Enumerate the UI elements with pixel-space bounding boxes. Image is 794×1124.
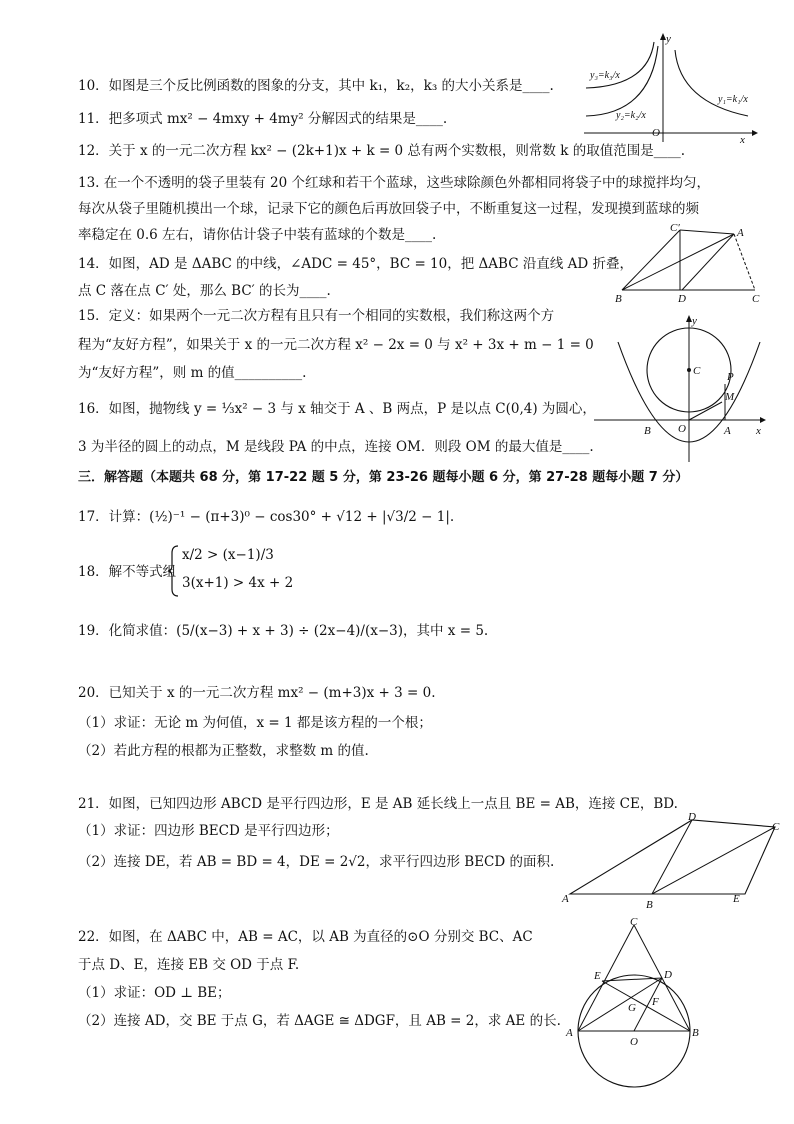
- label-b: B: [615, 293, 622, 305]
- center-c-dot: [687, 368, 691, 372]
- question-22-line-2: 于点 D、E，连接 EB 交 OD 于点 F.: [78, 957, 300, 973]
- question-12: 12．关于 x 的一元二次方程 kx² − (2k+1)x + k = 0 总有两个实数根，则常数 k 的取值范围是____.: [78, 143, 685, 159]
- label-d: D: [688, 811, 696, 823]
- curve-y1: [675, 50, 748, 116]
- label-m: M: [725, 391, 735, 403]
- figure-q22-circle: [562, 915, 712, 1090]
- question-13-line-2: 每次从袋子里随机摸出一个球，记录下它的颜色后再放回袋子中，不断重复这一过程，发现摸到蓝球的频: [78, 201, 699, 217]
- question-13-line-3: 率稳定在 0.6 左右，请你估计袋子中装有蓝球的个数是____.: [78, 227, 437, 243]
- label-o: O: [678, 423, 686, 435]
- question-21-part-2: （2）连接 DE，若 AB = BD = 4，DE = 2√2，求平行四边形 BECD 的面积.: [78, 854, 555, 870]
- label-p: P: [727, 371, 734, 383]
- segment-ba: [622, 234, 734, 290]
- label-cprime: C′: [670, 222, 680, 234]
- segment-ac: [578, 925, 634, 1031]
- label-y: y: [666, 33, 671, 45]
- label-a: A: [737, 227, 744, 239]
- label-e: E: [594, 970, 601, 982]
- label-a: A: [566, 1027, 573, 1039]
- label-y3: y₃=k₃/x: [590, 70, 620, 81]
- segment-cpa: [680, 230, 734, 234]
- curve-y3: [586, 42, 654, 88]
- question-15-line-2: 程为“友好方程”，如果关于 x 的一元二次方程 x² − 2x = 0 与 x² + 3x + m − 1 = 0: [78, 337, 594, 353]
- label-y1: y₁=k₁/x: [718, 94, 748, 105]
- label-e: E: [733, 893, 740, 905]
- question-15-line-1: 15．定义：如果两个一元二次方程有且只有一个相同的实数根，我们称这两个方: [78, 308, 555, 324]
- segment-bcp: [622, 230, 680, 290]
- label-c: C: [693, 365, 701, 377]
- figure-q10-hyperbolas: [580, 30, 760, 145]
- label-y: y: [692, 315, 697, 327]
- question-20-part-2: （2）若此方程的根都为正整数，求整数 m 的值.: [78, 743, 369, 759]
- label-c: C: [752, 293, 760, 305]
- x-axis-arrow: [752, 130, 758, 136]
- curve-y2: [586, 46, 658, 116]
- question-20: 20．已知关于 x 的一元二次方程 mx² − (m+3)x + 3 = 0.: [78, 685, 436, 701]
- question-19: 19．化简求值：(5/(x−3) + x + 3) ÷ (2x−4)/(x−3)，其中 x = 5.: [78, 623, 489, 639]
- question-16-line-2: 3 为半径的圆上的动点，M 是线段 PA 的中点，连接 OM．则段 OM 的最大值是____.: [78, 439, 594, 455]
- label-a: A: [724, 425, 731, 437]
- segment-ac-dashed: [734, 234, 755, 290]
- label-y2: y₂=k₂/x: [616, 110, 646, 121]
- segment-da: [682, 234, 734, 290]
- question-22-part-2: （2）连接 AD，交 BE 于点 G，若 ΔAGE ≅ ΔDGF，且 AB = 2，求 AE 的长.: [78, 1013, 561, 1029]
- figure-q14-triangle: [612, 220, 767, 305]
- question-18-label: 18．解不等式组: [78, 564, 177, 580]
- question-22-line-1: 22．如图，在 ΔABC 中，AB = AC，以 AB 为直径的⊙O 分别交 BC、AC: [78, 929, 533, 945]
- question-16-line-1: 16．如图，抛物线 y = ⅓x² − 3 与 x 轴交于 A 、B 两点，P 是以点 C(0,4) 为圆心，: [78, 401, 596, 417]
- segment-om: [689, 402, 722, 420]
- label-f: F: [652, 996, 659, 1008]
- question-10: 10．如图是三个反比例函数的图象的分支，其中 k₁，k₂，k₃ 的大小关系是____.: [78, 78, 554, 94]
- label-b: B: [692, 1027, 699, 1039]
- label-x: x: [756, 425, 761, 437]
- label-a: A: [562, 893, 569, 905]
- question-21-part-1: （1）求证：四边形 BECD 是平行四边形；: [78, 823, 339, 839]
- label-o: O: [630, 1036, 638, 1048]
- label-d: D: [678, 293, 686, 305]
- x-axis-arrow: [760, 417, 766, 423]
- inequality-2: 3(x+1) > 4x + 2: [182, 575, 294, 591]
- question-11: 11．把多项式 mx² − 4mxy + 4my² 分解因式的结果是____.: [78, 111, 448, 127]
- question-21: 21．如图，已知四边形 ABCD 是平行四边形，E 是 AB 延长线上一点且 BE = AB，连接 CE，BD.: [78, 796, 678, 812]
- inequality-system: [168, 543, 294, 599]
- figure-q21-parallelogram: [560, 810, 790, 910]
- question-22-part-1: （1）求证：OD ⊥ BE；: [78, 985, 231, 1001]
- question-17: 17．计算：(½)⁻¹ − (π+3)⁰ − cos30° + √12 + |√3/2 − 1|.: [78, 509, 455, 525]
- question-14-line-1: 14．如图，AD 是 ΔABC 的中线，∠ADC = 45°，BC = 10，把 ΔABC 沿直线 AD 折叠，: [78, 256, 633, 272]
- label-c: C: [772, 821, 780, 833]
- question-14-line-2: 点 C 落在点 C′ 处，那么 BC′ 的长为____.: [78, 283, 331, 299]
- label-b: B: [644, 425, 651, 437]
- question-13-line-1: 13. 在一个不透明的袋子里装有 20 个红球和若干个蓝球，这些球除颜色外都相同将袋子中的球搅拌均匀，: [78, 175, 711, 191]
- label-g: G: [628, 1002, 636, 1014]
- section-3-heading: 三．解答题（本题共 68 分，第 17-22 题 5 分，第 23-26 题每小题 6 分，第 27-28 题每小题 7 分）: [78, 470, 689, 485]
- question-20-part-1: （1）求证：无论 m 为何值，x = 1 都是该方程的一个根；: [78, 715, 432, 731]
- label-b: B: [646, 899, 653, 910]
- label-o: O: [652, 127, 660, 139]
- figure-q16-parabola: [592, 312, 772, 470]
- label-x: x: [740, 134, 745, 145]
- inequality-1: x/2 > (x−1)/3: [182, 547, 274, 563]
- label-d: D: [664, 969, 672, 981]
- label-c: C: [630, 916, 638, 928]
- question-15-line-3: 为“友好方程”，则 m 的值__________.: [78, 365, 307, 381]
- segment-ad: [578, 978, 662, 1031]
